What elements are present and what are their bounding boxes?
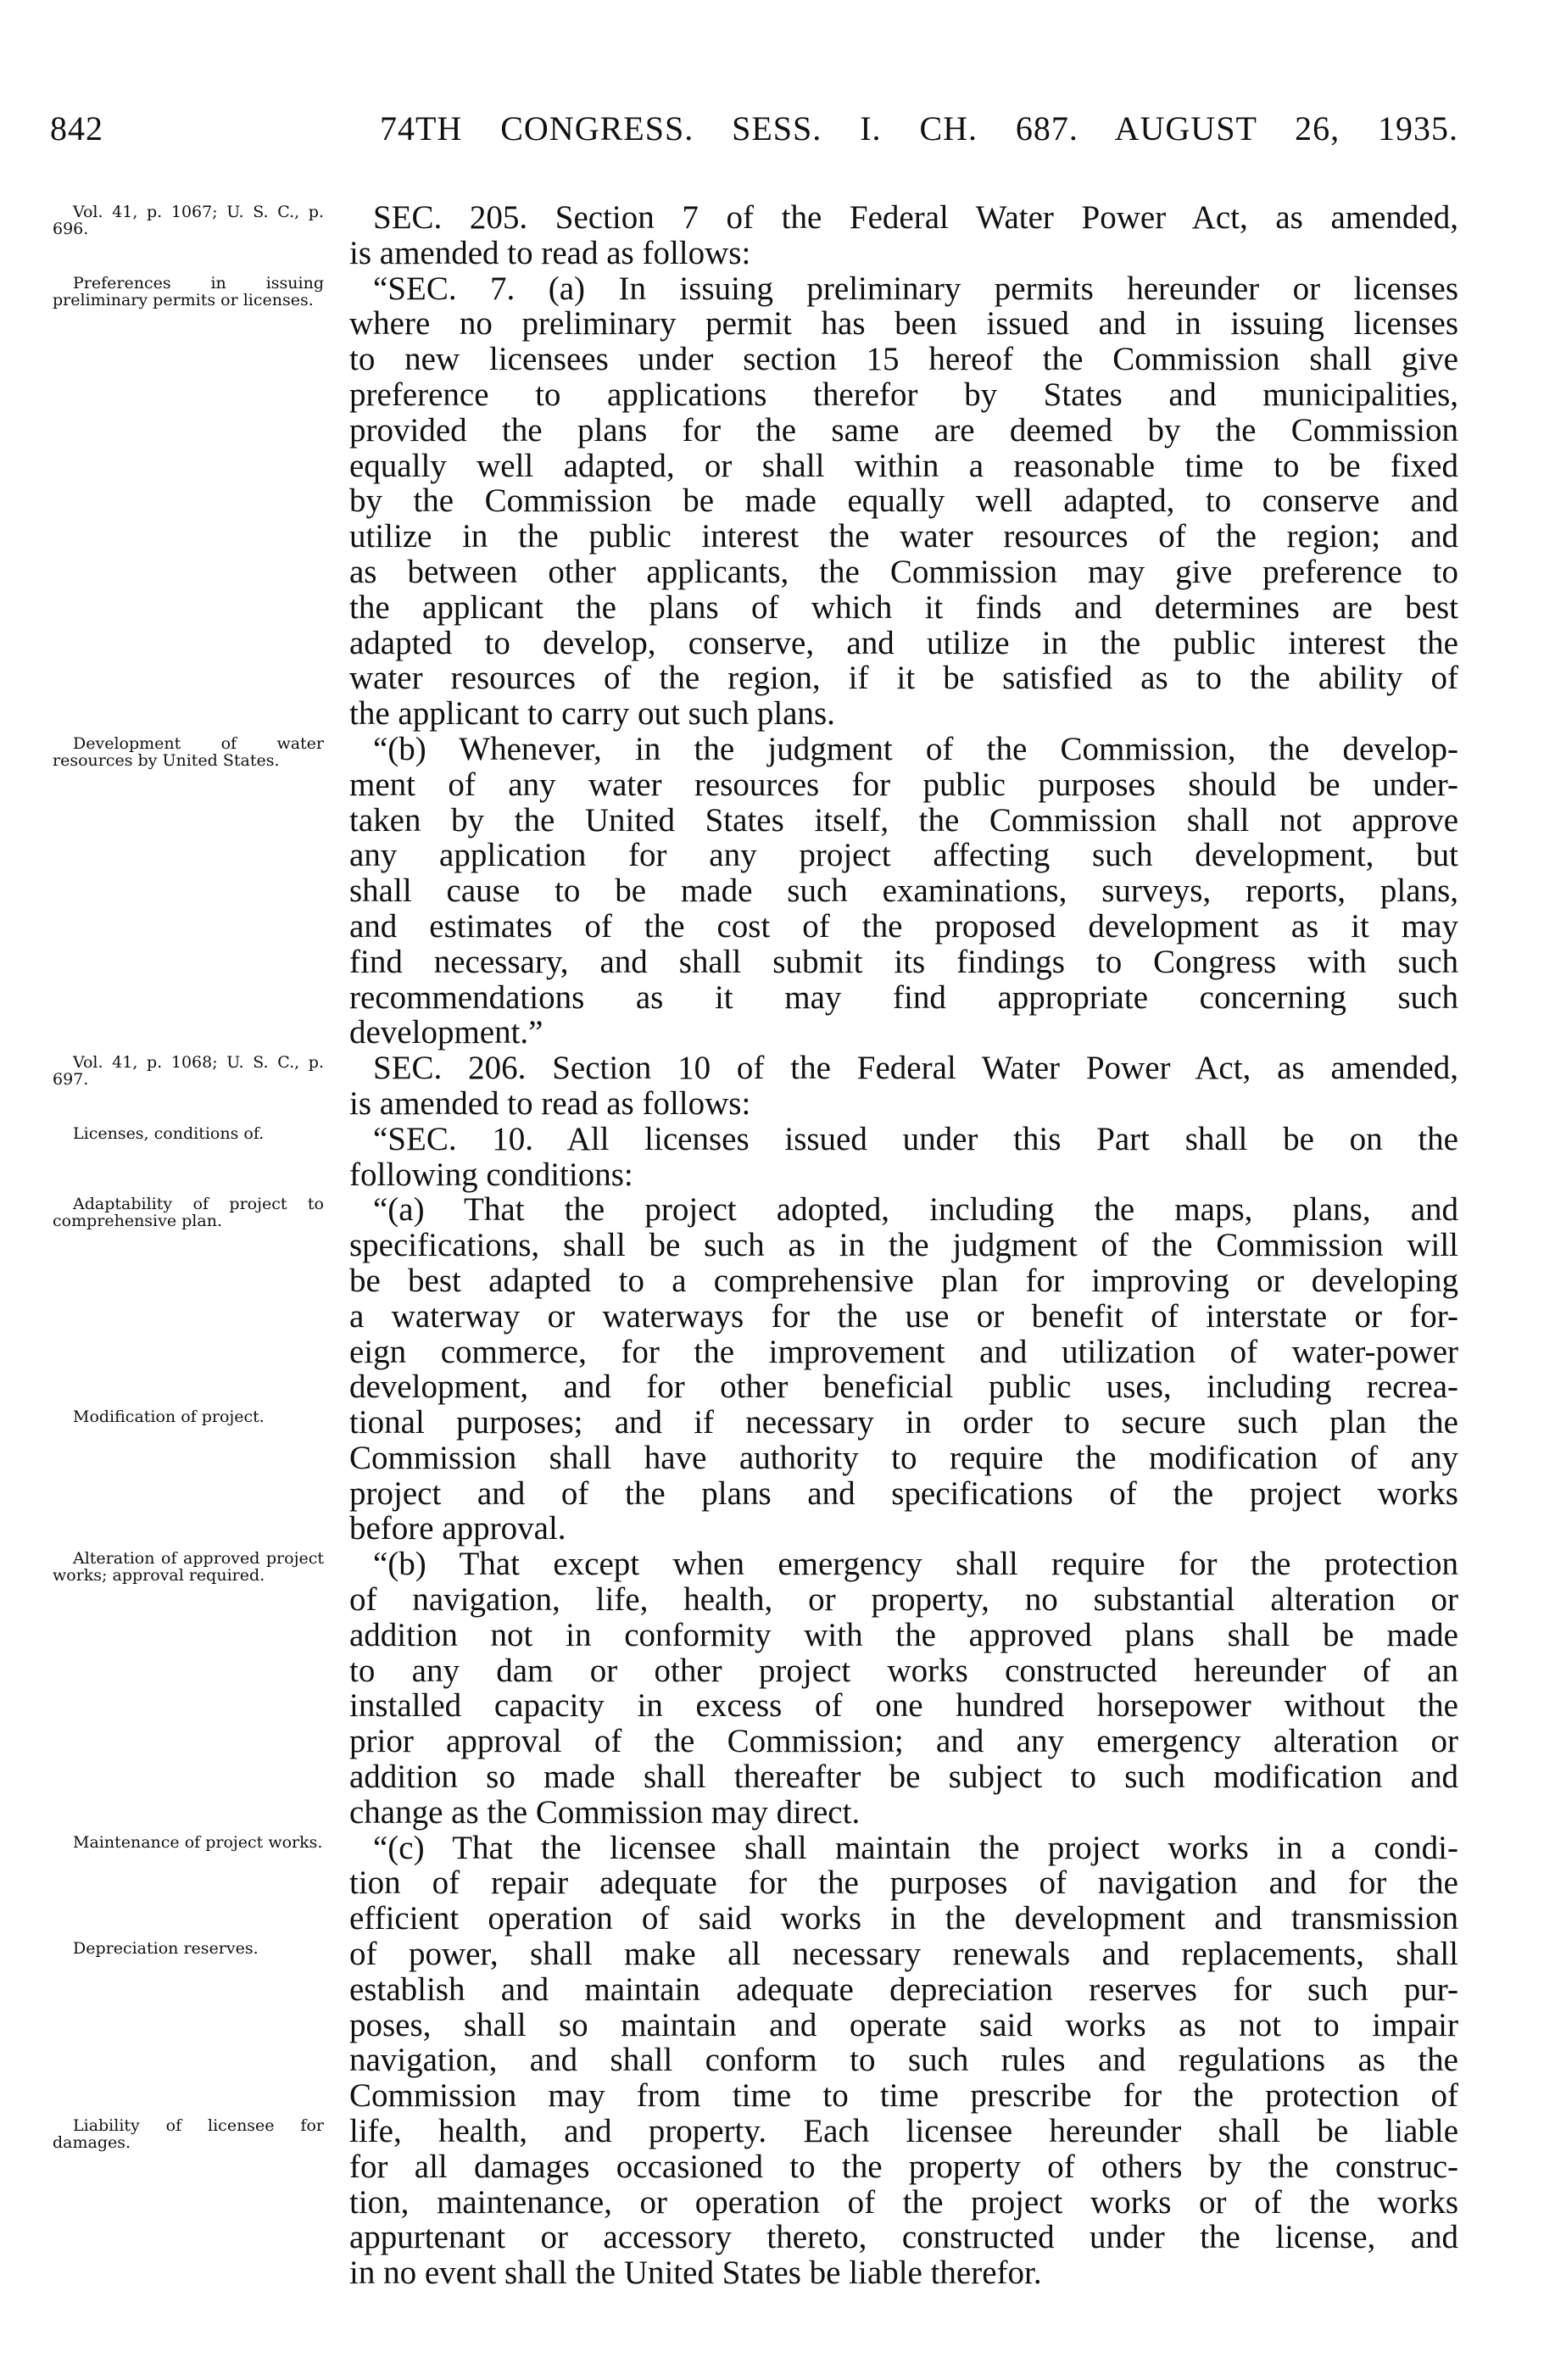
marginal-note: Alteration of approved project works; approval required.	[53, 1549, 324, 1586]
text-line: shall cause to be made such examinations, surveys, reports, plans,	[349, 872, 1458, 910]
text-line: appurtenant or accessory thereto, constructed under the license, and	[349, 2219, 1458, 2256]
text-line: of navigation, life, health, or property, no substantial alteration or	[349, 1581, 1458, 1619]
text-line: the applicant to carry out such plans.	[349, 695, 835, 733]
text-line: taken by the United States itself, the Commission shall not approve	[349, 801, 1458, 839]
body-text	[349, 200, 1458, 2291]
text-line: preference to applications therefor by States and municipalities,	[349, 376, 1458, 413]
text-line: “(a) That the project adopted, including the maps, plans, and	[373, 1191, 1458, 1229]
text-line: establish and maintain adequate depreciation reserves for such pur-	[349, 1970, 1458, 2008]
text-line: SEC. 206. Section 10 of the Federal Water Power Act, as amended,	[373, 1050, 1458, 1087]
marginal-note: Adaptability of project to comprehensive plan.	[53, 1195, 324, 1231]
text-line: before approval.	[349, 1510, 566, 1547]
text-line: by the Commission be made equally well adapted, to conserve and	[349, 482, 1458, 520]
text-line: water resources of the region, if it be satisfied as to the ability of	[349, 660, 1458, 697]
text-line: utilize in the public interest the water resources of the region; and	[349, 518, 1458, 555]
marginal-note: Development of water resources by United States.	[53, 734, 324, 770]
text-line: is amended to read as follows:	[349, 234, 751, 271]
text-line: eign commerce, for the improvement and utilization of water-power	[349, 1333, 1458, 1370]
text-line: equally well adapted, or shall within a reasonable time to be fixed	[349, 447, 1458, 484]
text-line: efficient operation of said works in the development and transmission	[349, 1900, 1458, 1937]
text-line: a waterway or waterways for the use or benefit of interstate or for-	[349, 1297, 1458, 1335]
text-line: installed capacity in excess of one hundred horsepower without the	[349, 1687, 1458, 1725]
page-number: 842	[50, 109, 103, 148]
text-line: provided the plans for the same are deemed by the Commission	[349, 411, 1458, 449]
text-line: find necessary, and shall submit its findings to Congress with such	[349, 943, 1458, 980]
text-line: recommendations as it may find appropriate concerning such	[349, 978, 1458, 1016]
text-line: is amended to read as follows:	[349, 1084, 751, 1122]
text-line: to any dam or other project works constructed hereunder of an	[349, 1652, 1458, 1689]
marginal-note: Preferences in issuing preliminary permits or licenses.	[53, 273, 324, 309]
marginal-note: Vol. 41, p. 1067; U. S. C., p. 696.	[53, 203, 324, 238]
text-line: where no preliminary permit has been issued and in issuing licenses	[349, 305, 1458, 343]
text-line: and estimates of the cost of the proposed development as it may	[349, 907, 1458, 945]
text-line: following conditions:	[349, 1156, 633, 1193]
text-line: change as the Commission may direct.	[349, 1793, 861, 1831]
text-line: the applicant the plans of which it finds and determines are best	[349, 588, 1458, 626]
text-line: ment of any water resources for public purposes should be under-	[349, 766, 1458, 803]
text-line: “(b) That except when emergency shall require for the protection	[373, 1546, 1458, 1583]
text-line: “(c) That the licensee shall maintain the project works in a condi-	[373, 1829, 1458, 1866]
text-line: life, health, and property. Each licensee hereunder shall be liable	[349, 2113, 1458, 2150]
text-line: “(b) Whenever, in the judgment of the Commission, the develop-	[373, 730, 1458, 767]
marginal-note: Maintenance of project works.	[73, 1832, 323, 1852]
text-line: for all damages occasioned to the property of others by the construc-	[349, 2148, 1458, 2185]
text-line: navigation, and shall conform to such rules and regulations as the	[349, 2042, 1458, 2079]
text-line: Commission may from time to time prescribe for the protection of	[349, 2077, 1458, 2115]
marginal-note: Depreciation reserves.	[73, 1939, 259, 1959]
text-line: tion, maintenance, or operation of the project works or of the works	[349, 2183, 1458, 2221]
marginal-note: Liability of licensee for damages.	[53, 2116, 324, 2153]
running-head: 74TH CONGRESS. SESS. I. CH. 687. AUGUST 26, 1935.	[380, 109, 1458, 148]
text-line: of power, shall make all necessary renewals and replacements, shall	[349, 1936, 1458, 1973]
text-line: tion of repair adequate for the purposes of navigation and for the	[349, 1864, 1458, 1902]
text-line: to new licensees under section 15 hereof the Commission shall give	[349, 341, 1458, 378]
text-line: “SEC. 7. (a) In issuing preliminary permits hereunder or licenses	[373, 270, 1458, 307]
text-line: project and of the plans and specifications of the project works	[349, 1474, 1458, 1512]
marginal-note: Licenses, conditions of.	[73, 1123, 265, 1143]
text-line: addition not in conformity with the approved plans shall be made	[349, 1616, 1458, 1653]
text-line: any application for any project affecting such development, but	[349, 837, 1458, 874]
text-line: be best adapted to a comprehensive plan for improving or developing	[349, 1262, 1458, 1299]
text-line: development, and for other beneficial public uses, including recrea-	[349, 1368, 1458, 1406]
text-line: Commission shall have authority to require the modification of any	[349, 1439, 1458, 1476]
text-line: addition so made shall thereafter be subject to such modification and	[349, 1759, 1458, 1796]
text-line: “SEC. 10. All licenses issued under this Part shall be on the	[373, 1120, 1458, 1157]
text-line: in no event shall the United States be liable therefor.	[349, 2255, 1042, 2292]
text-line: tional purposes; and if necessary in order to secure such plan the	[349, 1404, 1458, 1441]
text-line: poses, shall so maintain and operate said works as not to impair	[349, 2006, 1458, 2043]
text-line: development.”	[349, 1014, 543, 1051]
text-line: prior approval of the Commission; and any emergency alteration or	[349, 1723, 1458, 1760]
marginal-note: Modification of project.	[73, 1407, 265, 1427]
text-line: SEC. 205. Section 7 of the Federal Water Power Act, as amended,	[373, 199, 1458, 236]
text-line: adapted to develop, conserve, and utilize in the public interest the	[349, 624, 1458, 661]
marginal-note: Vol. 41, p. 1068; U. S. C., p. 697.	[53, 1053, 324, 1090]
text-line: as between other applicants, the Commission may give preference to	[349, 553, 1458, 590]
text-line: specifications, shall be such as in the judgment of the Commission will	[349, 1227, 1458, 1264]
